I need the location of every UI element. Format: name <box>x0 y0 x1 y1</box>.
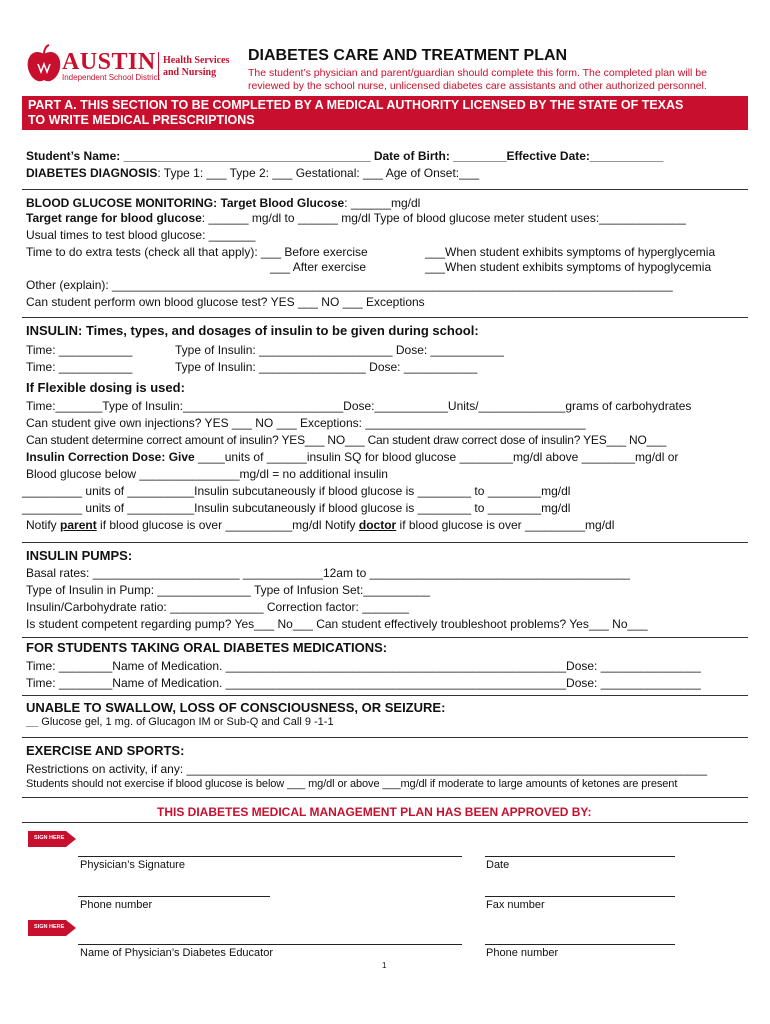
page-title: DIABETES CARE AND TREATMENT PLAN <box>248 47 568 64</box>
student-name-line[interactable]: Student’s Name: _____________________________________ Date of Birth: ________Effective Date:___________ <box>26 149 664 163</box>
oral-line-1[interactable]: Time: ________Name of Medication. ___________________________________________________Dose: _______________ <box>26 659 701 673</box>
swallow-title: UNABLE TO SWALLOW, LOSS OF CONSCIOUSNESS, OR SEIZURE: <box>26 700 446 715</box>
bgm-extra-hypo[interactable]: ___When student exhibits symptoms of hypoglycemia <box>425 260 712 274</box>
phone-label-2: Phone number <box>486 947 559 959</box>
divider <box>22 317 748 318</box>
logo-divider <box>158 52 159 80</box>
flex-line-3[interactable]: Can student determine correct amount of insulin? YES___ NO___ Can student draw correct dose of insulin? YES___ NO___ <box>26 433 667 447</box>
sign-here-arrow-icon <box>28 827 78 849</box>
pumps-competent[interactable]: Is student competent regarding pump? Yes___ No___ Can student effectively troubleshoot problems? Yes___ No___ <box>26 617 648 631</box>
notify-text-b: if blood glucose is over __________mg/dl Notify <box>96 518 359 532</box>
apple-logo-icon <box>26 44 62 84</box>
educator-label: Name of Physician’s Diabetes Educator <box>80 947 274 959</box>
part-a-line-1: PART A. THIS SECTION TO BE COMPLETED BY A MEDICAL AUTHORITY LICENSED BY THE STATE OF TEXAS <box>28 98 684 112</box>
header-note-1: The student’s physician and parent/guardian should complete this form. The completed plan will be <box>248 67 707 79</box>
correction-line-2[interactable]: Blood glucose below _______________mg/dl = no additional insulin <box>26 467 388 481</box>
physician-signature-label: Physician’s Signature <box>80 859 185 871</box>
divider <box>22 695 748 696</box>
correction-fields: ____units of ______insulin SQ for blood glucose ________mg/dl above ________mg/dl or <box>194 450 679 464</box>
flex-dosing-title: If Flexible dosing is used: <box>26 380 185 395</box>
phone-field-2[interactable] <box>485 944 675 945</box>
notify-parent: parent <box>60 518 97 532</box>
bgm-extra-hyper[interactable]: ___When student exhibits symptoms of hyperglycemia <box>425 245 716 259</box>
date-label: Date <box>486 859 510 871</box>
notify-text-c: if blood glucose is over _________mg/dl <box>396 518 615 532</box>
divider <box>22 542 748 543</box>
bgm-range-label: Target range for blood glucose <box>26 211 202 225</box>
oral-title: FOR STUDENTS TAKING ORAL DIABETES MEDICATIONS: <box>26 640 388 655</box>
phone-label: Phone number <box>80 899 153 911</box>
bgm-own-test[interactable]: Can student perform own blood glucose test? YES ___ NO ___ Exceptions <box>26 295 425 309</box>
insulin-type-2[interactable]: Type of Insulin: ________________ Dose: ___________ <box>175 360 478 374</box>
correction-label: Insulin Correction Dose: <box>26 450 166 464</box>
fax-label: Fax number <box>486 899 545 911</box>
notify-line[interactable] <box>26 518 614 532</box>
swallow-blank: __ <box>26 716 39 728</box>
phone-field[interactable] <box>78 896 270 897</box>
insulin-time-2[interactable]: Time: ___________ <box>26 360 133 374</box>
insulin-time-1[interactable]: Time: ___________ <box>26 343 133 357</box>
diagnosis-label: DIABETES DIAGNOSIS <box>26 166 158 180</box>
diagnosis-line[interactable] <box>26 166 479 180</box>
notify-text-a: Notify <box>26 518 61 532</box>
physician-signature-field[interactable] <box>78 856 462 857</box>
pumps-basal[interactable]: Basal rates: ______________________ ____________12am to _______________________________________ <box>26 566 630 580</box>
pumps-type[interactable]: Type of Insulin in Pump: ______________ Type of Infusion Set:__________ <box>26 583 431 597</box>
bgm-range-fields: : ______ mg/dl to ______ mg/dl Type of blood glucose meter student uses:_____________ <box>201 211 686 225</box>
sign-here-label: SIGN HERE <box>34 924 65 930</box>
insulin-type-1[interactable]: Type of Insulin: ____________________ Dose: ___________ <box>175 343 504 357</box>
bgm-other[interactable]: Other (explain): ____________________________________________________________________________________ <box>26 278 673 292</box>
logo-district: Independent School District <box>62 73 160 82</box>
insulin-title: INSULIN: Times, types, and dosages of insulin to be given during school: <box>26 323 479 338</box>
part-a-line-2: TO WRITE MEDICAL PRESCRIPTIONS <box>28 113 255 127</box>
sign-here-arrow-icon <box>28 916 78 938</box>
sign-here-label: SIGN HERE <box>34 835 65 841</box>
divider <box>22 822 748 823</box>
part-a-banner <box>22 96 748 130</box>
notify-doctor: doctor <box>358 518 397 532</box>
approval-title: THIS DIABETES MEDICAL MANAGEMENT PLAN HAS BEEN APPROVED BY: <box>157 805 592 819</box>
correction-line[interactable] <box>26 450 678 464</box>
exercise-restrictions[interactable]: Restrictions on activity, if any: ______________________________________________________________________________ <box>26 762 708 776</box>
logo-brand: AUSTIN <box>62 49 156 75</box>
diagnosis-fields: : Type 1: ___ Type 2: ___ Gestational: ___ Age of Onset:___ <box>157 166 480 180</box>
pumps-ratio[interactable]: Insulin/Carbohydrate ratio: ______________ Correction factor: _______ <box>26 600 409 614</box>
bgm-target-field: : ______mg/dl <box>344 196 421 210</box>
fax-field[interactable] <box>485 896 675 897</box>
date-field[interactable] <box>485 856 675 857</box>
oral-line-2[interactable]: Time: ________Name of Medication. ___________________________________________________Dose: _______________ <box>26 676 701 690</box>
logo-dept-2: and Nursing <box>163 67 217 78</box>
correction-line-3[interactable]: _________ units of __________Insulin subcutaneously if blood glucose is ________ to ________mg/dl <box>22 484 571 498</box>
logo-dept-1: Health Services <box>163 55 230 66</box>
divider <box>22 737 748 738</box>
flex-line-1[interactable]: Time:_______Type of Insulin:________________________Dose:___________Units/_____________grams of carbohydrates <box>26 399 692 413</box>
correction-line-4[interactable]: _________ units of __________Insulin subcutaneously if blood glucose is ________ to ________mg/dl <box>22 501 571 515</box>
header-note-2: reviewed by the school nurse, unlicensed diabetes care assistants and other authorized personnel. <box>248 80 707 92</box>
bgm-usual-times[interactable]: Usual times to test blood glucose: _______ <box>26 228 256 242</box>
bgm-title-line[interactable] <box>26 196 420 210</box>
divider <box>22 189 748 190</box>
page-number: 1 <box>382 961 387 970</box>
flex-line-2[interactable]: Can student give own injections? YES ___ NO ___ Exceptions: _________________________________ <box>26 416 586 430</box>
exercise-no-exercise[interactable]: Students should not exercise if blood glucose is below ___ mg/dl or above ___mg/dl if moderate to large amounts of ketones are present <box>26 778 678 790</box>
exercise-title: EXERCISE AND SPORTS: <box>26 743 185 758</box>
bgm-extra-after[interactable]: ___ After exercise <box>270 260 367 274</box>
swallow-line[interactable] <box>26 716 334 728</box>
bgm-title: BLOOD GLUCOSE MONITORING: Target Blood Glucose <box>26 196 345 210</box>
divider <box>22 797 748 798</box>
bgm-range-line[interactable] <box>26 211 686 225</box>
correction-give: Give <box>165 450 195 464</box>
educator-field[interactable] <box>78 944 462 945</box>
bgm-extra-before[interactable]: Time to do extra tests (check all that apply): ___ Before exercise <box>26 245 368 259</box>
swallow-text: Glucose gel, 1 mg. of Glucagon IM or Sub-Q and Call 9 -1-1 <box>38 716 334 728</box>
pumps-title: INSULIN PUMPS: <box>26 548 133 563</box>
divider <box>22 637 748 638</box>
